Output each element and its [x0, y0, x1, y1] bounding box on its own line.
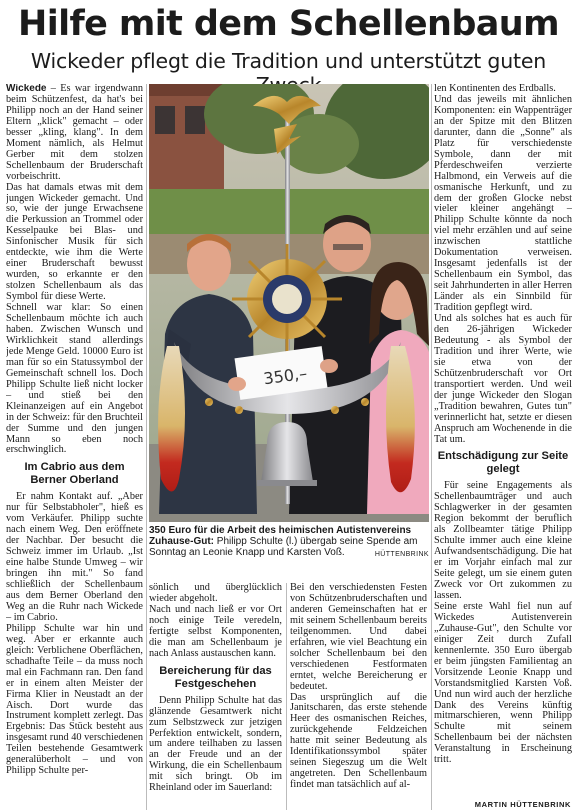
paragraph: sönlich und überglücklich wieder abgeholt.: [149, 583, 282, 604]
paragraph: Denn Philipp Schulte hat das glänzende Gesamtwerk nicht zum Selbstzweck zur jetzigen Perfektion entwickelt, sondern, um andere teilhaben zu lassen an der Freude und an der Wirkung, die ein Schellenbaum mit sich bringt. Ob im Rheinland oder im Sauerland:: [149, 694, 282, 794]
paragraph: – Es war irgendwann beim Schützenfest, da hat's bei Philipp noch an der Hand seiner Eltern „klick" gemacht – oder besser „kling, klang". In dem Moment nämlich, als Helmut Gerber mit dem stolzen Schellenbaum der Bruderschaft vorbeischritt.: [6, 84, 143, 182]
paragraph: Bei den verschiedensten Festen von Schützenbruderschaften und anderen Gemeinschaften hat er mit seinem Schellenbaum bereits teilgenommen. Und dabei erfahren, wie viel Beachtung ein solcher Schellenbaum bei den verschiedenen Festformaten erntet, welche Bereicherung er bedeutet.: [290, 583, 427, 692]
photo-caption: [149, 525, 429, 560]
article-photo: [149, 84, 429, 522]
paragraph: Schnell war klar: So einen Schellenbaum möchte ich auch haben. Zwischen Wunsch und Wirklichkeit stand allerdings jede Menge Geld. 10000 Euro ist man für so ein Statussymbol der Gemeinschaft schnell los. Doch Philipp Schulte ließ nicht locker – und stieß bei den Kleinanzeigen auf ein Angebot in der Schweiz: für den Bruchteil der Summe und den jungen Mann so eben noch erschwinglich.: [6, 302, 143, 456]
photo-credit: HÜTTENBRINK: [374, 551, 429, 558]
paragraph: Das ursprünglich auf die Janitscharen, das erste stehende Heer des osmanischen Reiches, zurückgehende Feldzeichen hatte mit seiner Bedeutung als Identifikationssymbol später seinen Siegeszug um die Welt angetreten. Den Schellenbaum findet man tatsächlich auf al-: [290, 691, 427, 791]
paragraph: Und das jeweils mit ähnlichen Komponenten: ein Wappenträger an der Spitze mit den Blitzen darunter, dann die „Sonne" als Platz für verschiedenste Symbole, dann der mit Pferdeschweifen verzierte Halbmond, ein Verweis auf die osmanische Herkunft, und zu dem der großen Glocke nebst vieler kleiner angehängt – Philipp Schulte könnte da noch viel mehr erzählen und auf seine inzwischen stattliche Dokumentation verweisen. Insgesamt jedenfalls ist der Schellenbaum ein Symbol, das seit Jahrhunderten in aller Herren Länder als ein Sinnbild für Tradition gepflegt wird.: [434, 93, 572, 314]
paragraph: Das hat damals etwas mit dem jungen Wickeder gemacht. Und so, wie der junge Erwachsene die Perkussion an Trommel oder Kesselpauke bei Blas- und Sinfonischer Musik für sich entdeckte, wie ihm die Werte einer Bruderschaft bewusst wurden, so erkannte er den stolzen Schellenbaum als das Symbol für diese Werte.: [6, 181, 143, 303]
article-column-1: [6, 84, 143, 810]
caption-lead: 350 Euro für die Arbeit des heimischen Autistenvereins Zuhause-Gut:: [149, 525, 412, 547]
paragraph: len Kontinenten des Erdballs.: [434, 84, 556, 94]
dateline: Wickede: [6, 84, 47, 94]
article-column-4: [434, 84, 572, 798]
subheading: Im Cabrio aus dem Berner Oberland: [24, 461, 125, 487]
headline: Hilfe mit dem Schellenbaum: [18, 4, 559, 44]
article-column-3: [290, 583, 427, 810]
subheadline: Wickeder pflegt die Tradition und unterstützt guten: [30, 49, 547, 73]
article-column-2: [149, 583, 282, 810]
paragraph: Nach und nach ließ er vor Ort noch einige Teile veredeln, fertigte selbst Komponenten, die man am Schellenbaum je nach Anlass austauschen kann.: [149, 603, 282, 659]
caption-text: Philipp Schulte (l.) übergab seine Spende am Sonntag an Leonie Knapp und Karsten Voß.: [149, 536, 418, 558]
column-divider: [286, 583, 287, 810]
paragraph: Für seine Engagements als Schellenbaumträger und auch Schlagwerker in der gesamten Region bekommt der beruflich als Zollbeamter tätige Philipp Schulte immer auch eine kleine Aufwandsentschädigung. Die hat er im Vorjahr einfach mal zur Seite gelegt, um sie einem guten Zweck vor Ort zukommen zu lassen.: [434, 480, 572, 601]
cheque-amount: 350,–: [262, 363, 309, 389]
column-divider: [146, 84, 147, 810]
paragraph: Und als solches hat es auch für den 26-jährigen Wickeder Bedeutung - als Symbol der Tradition und ihrer Werte, wie sie etwa von der Schützenbruderschaft vor Ort transportiert werden. Und weil der junge Wickeder den Slogan „Tradition bewahren, Gutes tun" verinnerlicht hat, setzte er diesen Anspruch am Wochenende in die Tat um.: [434, 313, 572, 445]
paragraph: Philipp Schulte war hin und weg. Aber er erkannte auch gleich: Verblichene Oberflächen, schadhafte Teile – da muss noch mal ein Fachmann ran. Den fand er in einem alten Meister der Firma Klier in Neustadt an der Aisch. Dort wurde das Instrument komplett zerlegt. Das Ergebnis: Das Stück besteht aus insgesamt rund 40 verschiedenen Teilen bestehende Gesamtwerk generalüberholt – und von Philipp Schulte per-: [6, 622, 143, 777]
paragraph: Er nahm Kontakt auf. „Aber nur für Selbstabholer", hieß es vom Verkäufer. Philipp suchte nach einem Weg. Den eröffnete der Nachbar. Der besucht die Schweiz immer im Urlaub. „Ist eine halbe Stunde Umweg – wir bringen ihn mit." So fand schließlich der Schellenbaum aus dem Berner Oberland den Weg an die Ruhr nach Wickede – im Cabrio.: [6, 491, 143, 623]
subheading: Bereicherung für das Festgeschehen: [159, 664, 272, 690]
subheading: Entschädigung zur Seite gelegt: [437, 450, 569, 476]
paragraph: Seine erste Wahl fiel nun auf Wickedes Autistenverein „Zuhause-Gut", den Schulte vor einiger Zeit durch Zufall kennenlernte. 350 Euro übergab er beim jüngsten Familientag an Vorsitzende Leonie Knapp und Vorstandsmitglied Karsten Voß. Und nun wird auch der herzliche Dank des Vereins künftig mitmarschieren, wenn Philipp Schulte mit seinem Schellenbaum bei der nächsten Veranstaltung in Erscheinung tritt.: [434, 600, 572, 766]
column-divider: [431, 84, 432, 810]
photo-illustration: [149, 84, 429, 522]
author-byline: MARTIN HÜTTENBRINK: [474, 800, 571, 809]
